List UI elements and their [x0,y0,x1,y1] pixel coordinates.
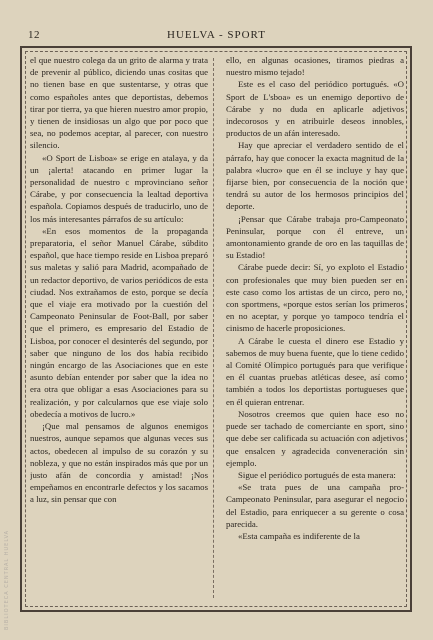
paragraph: «Se trata pues de una campaña pro-Campeonato Peninsular, para asegurar el negocio del Estadio, para enriquecer a su gerente o cosa parecida. [226,482,404,529]
article-columns [30,54,404,602]
page-header [20,29,413,43]
paragraph: A Cárabe le cuesta el dinero ese Estadio y sabemos de muy buena fuente, que lo tiene cedido al Comité Olímpico portugués para que verifique en él cuantas pruebas atléticas desee, así como también a todos los deportistas portugueses que en él quieran entrenar. [226,335,404,407]
paragraph: Sigue el periódico portugués de esta manera: [238,469,396,480]
paragraph: Nosotros creemos que quien hace eso no puede ser tachado de comerciante en sport, sino que debe ser calificada su actuación con adjetivos que ensalcen y agradecida conveneración sin ejemplo. [226,408,404,468]
paragraph: ¡Que mal pensamos de algunos enemigos nuestros, aunque sepamos que algunas veces sus actos, obedecen al impulso de su corazón y su nobleza, y que no están inspirados más que por un justo afán de concordia y amistad! ¡Nos empeñamos en encontrarle defectos y los sacamos a luz, sin pensar que con [30,421,208,505]
paragraph: Cárabe puede decir: Sí, yo exploto el Estadio con profesionales que muy bien pueden ser en este caso como los artistas de un circo, pero no, con sportmens, «porque estos serían los primeros en no aceptar, y porque yo tampoco tendría el cinismo de hacerle proposiciones. [226,262,404,334]
library-stamp: BIBLIOTECA CENTRAL HUELVA [4,529,10,630]
paragraph: «En esos momentos de la propaganda preparatoria, el señor Manuel Cárabe, súbdito español, que hace tiempo reside en Lisboa preparó sus maletas y salió para Madrid, acompañado de un redactor deportivo, de varios periódicos de esta ciudad. Nos extrañamos de esto, porque se decía que el viaje era motivado por la cuestión del Campeonato Peninsular de Foot-Ball, por saber que el primero, es empresario del Estadio de Lisboa, por conocer el desinterés del segundo, por saber que ninguno de los dos había recibido ningún encargo de las Asociaciones que en este asunto debían entender por saber que la idea no era otra que obligar a esas Asociaciones para su realización, y por calcularnos que ese viaje solo obedecía a motivos de lucro.» [30,225,208,419]
paragraph: ello, en algunas ocasiones, tiramos piedras a nuestro mismo tejado! [226,55,404,78]
running-title: HUELVA - SPORT [167,29,266,41]
paragraph: Este es el caso del periódico portugués. «O Sport de L'sboa» es un enemigo deportivo de Cárabe y no duda en aplicarle adjetivos indecorosos y en atribuirle deseos innobles, productos de un afán interesado. [226,79,404,139]
right-column [226,54,404,602]
paragraph: «Esta campaña es indiferente de la [238,530,360,541]
left-column [30,54,208,602]
paragraph: Hay que apreciar el verdadero sentido de el párrafo, hay que conocer la exacta magnitud de la palabra «lucro» que en él se incluye y hay que fijarse bien, por consecuencia de la noción que tendrá su autor de los hermosos principios del deporte. [226,140,404,212]
paragraph: «O Sport de Lisboa» se erige en atalaya, y da un ¡alerta! atacando en primer lugar la personalidad de nuestro c mprovinciano señor Cárabe, y por consecuencia la lealtad deportiva española. Copiamos después de traducirlo, uno de los más interesantes párrafos de su artículo: [30,152,208,224]
page-number: 12 [28,29,40,41]
paragraph: el que nuestro colega da un grito de alarma y trata de prevenir al público, diciendo unas cositas que no tienen base en que sustentarse, y otras que como españoles antes que deportistas, debemos tirar por tierra, ya que hieren nuestro amor propio, y tienen de insidiosas un algo que por poco que sea, no podemos aceptar, al parecer, con nuestro silencio. [30,55,208,151]
paragraph: ¡Pensar que Cárabe trabaja pro-Campeonato Peninsular, porque con él entreve, un amontonamiento grande de oro en las taquillas de su Estadio! [226,213,404,261]
